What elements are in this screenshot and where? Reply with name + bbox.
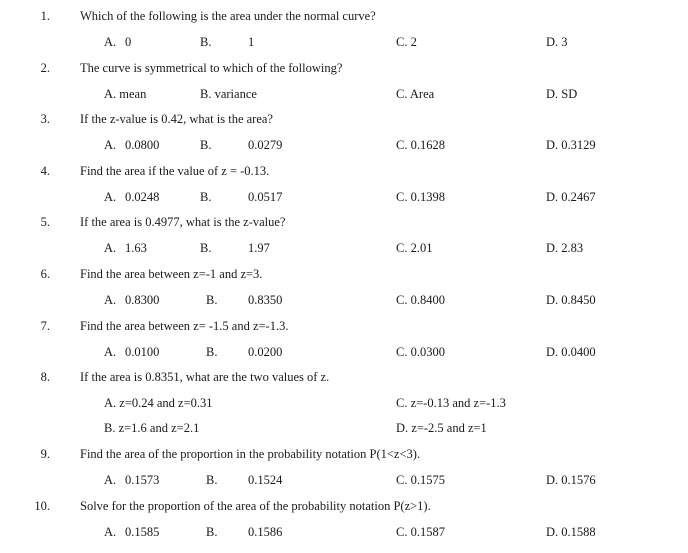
choice-b-value: 1 xyxy=(248,35,255,49)
choice-a-letter: A. xyxy=(104,138,117,152)
choice-b-value: 0.0279 xyxy=(248,138,283,152)
choice-a-value: 0.1573 xyxy=(125,473,160,487)
choice-b-letter: B. xyxy=(200,35,212,49)
choice-a-value: 1.63 xyxy=(125,241,147,255)
question-text: Find the area between z=-1 and z=3. xyxy=(80,267,263,281)
question-number: 1. xyxy=(40,9,50,23)
question-number: 5. xyxy=(40,215,50,229)
choice-a-letter: A. xyxy=(104,345,117,359)
choice-b-letter: B. xyxy=(200,190,212,204)
choice-d: D. 2.83 xyxy=(546,241,584,255)
choice-b-value: 0.1524 xyxy=(248,473,283,487)
choice-b-letter: B. xyxy=(206,345,218,359)
choice-c: C. 0.1398 xyxy=(396,190,445,204)
question-3 xyxy=(0,109,688,129)
question-text: Which of the following is the area under the normal curve? xyxy=(80,9,376,23)
question-9-choices xyxy=(0,470,688,490)
question-3-choices xyxy=(0,135,688,155)
choice-c: C. z=-0.13 and z=-1.3 xyxy=(396,396,506,410)
question-4-choices xyxy=(0,187,688,207)
choice-a-value: 0.1585 xyxy=(125,525,160,539)
choice-b-letter: B. xyxy=(206,525,218,539)
choice-d: D. 0.1576 xyxy=(546,473,596,487)
question-number: 6. xyxy=(40,267,50,281)
choice-b-letter: B. xyxy=(200,241,212,255)
question-4 xyxy=(0,161,688,181)
choice-a-value: 0.0248 xyxy=(125,190,160,204)
question-8-choices-row-1 xyxy=(0,393,688,413)
question-number: 3. xyxy=(40,112,50,126)
question-2-choices xyxy=(0,84,688,104)
choice-a-letter: A. xyxy=(104,241,117,255)
question-text: If the area is 0.8351, what are the two values of z. xyxy=(80,370,330,384)
question-text: If the area is 0.4977, what is the z-value? xyxy=(80,215,286,229)
choice-a-letter: A. xyxy=(104,293,117,307)
question-number: 9. xyxy=(40,447,50,461)
question-8-choices-row-2 xyxy=(0,418,688,438)
question-10 xyxy=(0,496,688,516)
choice-c: C. 0.1628 xyxy=(396,138,445,152)
question-8 xyxy=(0,367,688,387)
choice-b: B. z=1.6 and z=2.1 xyxy=(104,421,200,435)
question-7-choices xyxy=(0,342,688,362)
choice-a-letter: A. xyxy=(104,473,117,487)
question-1-choices xyxy=(0,32,688,52)
choice-d: D. 0.0400 xyxy=(546,345,596,359)
choice-c: C. Area xyxy=(396,87,435,101)
question-text: Solve for the proportion of the area of the probability notation P(z>1). xyxy=(80,499,431,513)
choice-c: C. 0.0300 xyxy=(396,345,445,359)
choice-b-value: 0.1586 xyxy=(248,525,283,539)
question-number: 7. xyxy=(40,319,50,333)
choice-b-value: 0.8350 xyxy=(248,293,283,307)
question-text: Find the area between z= -1.5 and z=-1.3. xyxy=(80,319,289,333)
choice-d: D. 3 xyxy=(546,35,568,49)
choice-b-value: 0.0200 xyxy=(248,345,283,359)
choice-b-value: 0.0517 xyxy=(248,190,283,204)
choice-c: C. 0.1587 xyxy=(396,525,445,539)
choice-d: D. SD xyxy=(546,87,578,101)
question-number: 2. xyxy=(40,61,50,75)
choice-d: D. 0.8450 xyxy=(546,293,596,307)
question-7 xyxy=(0,316,688,336)
choice-c: C. 0.1575 xyxy=(396,473,445,487)
choice-b: B. variance xyxy=(200,87,257,101)
choice-b-letter: B. xyxy=(206,293,218,307)
choice-a: A. mean xyxy=(104,87,147,101)
choice-a-letter: A. xyxy=(104,35,117,49)
question-10-choices xyxy=(0,522,688,542)
choice-a-value: 0.8300 xyxy=(125,293,160,307)
choice-a: A. z=0.24 and z=0.31 xyxy=(104,396,213,410)
choice-a-value: 0 xyxy=(125,35,132,49)
question-text: Find the area of the proportion in the probability notation P(1<z<3). xyxy=(80,447,421,461)
choice-d: D. z=-2.5 and z=1 xyxy=(396,421,487,435)
question-number: 8. xyxy=(40,370,50,384)
question-6-choices xyxy=(0,290,688,310)
question-5 xyxy=(0,212,688,232)
choice-c: C. 2 xyxy=(396,35,417,49)
question-6 xyxy=(0,264,688,284)
question-5-choices xyxy=(0,238,688,258)
choice-a-value: 0.0100 xyxy=(125,345,160,359)
choice-a-value: 0.0800 xyxy=(125,138,160,152)
question-number: 10. xyxy=(34,499,50,513)
question-2 xyxy=(0,58,688,78)
choice-c: C. 0.8400 xyxy=(396,293,445,307)
question-text: The curve is symmetrical to which of the following? xyxy=(80,61,343,75)
choice-c: C. 2.01 xyxy=(396,241,433,255)
choice-d: D. 0.3129 xyxy=(546,138,596,152)
choice-b-value: 1.97 xyxy=(248,241,270,255)
choice-b-letter: B. xyxy=(206,473,218,487)
question-text: If the z-value is 0.42, what is the area? xyxy=(80,112,273,126)
question-1 xyxy=(0,6,688,26)
choice-d: D. 0.2467 xyxy=(546,190,596,204)
choice-a-letter: A. xyxy=(104,525,117,539)
choice-a-letter: A. xyxy=(104,190,117,204)
choice-b-letter: B. xyxy=(200,138,212,152)
choice-d: D. 0.1588 xyxy=(546,525,596,539)
question-number: 4. xyxy=(40,164,50,178)
question-text: Find the area if the value of z = -0.13. xyxy=(80,164,270,178)
question-9 xyxy=(0,444,688,464)
